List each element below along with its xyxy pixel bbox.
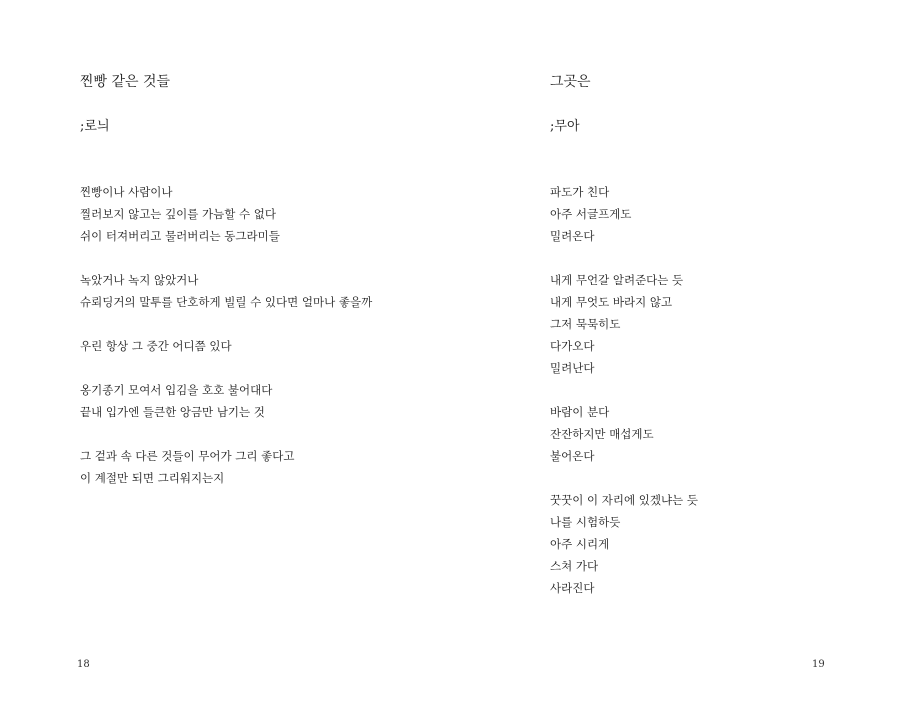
- poem-line: 잔잔하지만 매섭게도: [550, 427, 654, 441]
- stanza-break: [57, 423, 377, 445]
- poem-line: 찐빵이나 사람이나: [80, 185, 173, 199]
- page-number: 18: [77, 659, 90, 670]
- poem-line: 꿋꿋이 이 자리에 있겠냐는 듯: [550, 493, 698, 507]
- poem-line: 아주 시리게: [550, 537, 610, 551]
- stanza-break: [57, 357, 377, 379]
- poem-author: ;로늬: [80, 119, 110, 134]
- poem-line: 바람이 분다: [550, 405, 610, 419]
- poem-line: 옹기종기 모여서 입김을 호호 불어대다: [80, 383, 273, 397]
- poem-author: ;무아: [550, 119, 580, 134]
- poem-line: 불어온다: [550, 449, 595, 463]
- poem-body: [550, 181, 698, 599]
- poem-line: 나를 시험하듯: [550, 515, 621, 529]
- right-page: [450, 0, 900, 727]
- poem-line: 사라진다: [550, 581, 595, 595]
- poem-body: [57, 181, 377, 489]
- poem-line: 아주 서글프게도: [550, 207, 632, 221]
- poem-line: 쉬이 터져버리고 물러버리는 동그라미들: [80, 229, 280, 243]
- page-number: 19: [812, 659, 825, 670]
- poem-line: 내게 무언갈 알려준다는 듯: [550, 273, 684, 287]
- poem-line: 파도가 친다: [550, 185, 610, 199]
- stanza-break: [57, 247, 377, 269]
- poem-line: 끝내 입가엔 들큰한 앙금만 남기는 것: [80, 405, 265, 419]
- poem-line: 내게 무엇도 바라지 않고: [550, 295, 673, 309]
- poem-line: 슈뢰딩거의 말투를 단호하게 빌릴 수 있다면 얼마나 좋을까: [80, 295, 373, 309]
- poem-line: 이 계절만 되면 그리워지는지: [80, 471, 225, 485]
- poem-line: 우린 항상 그 중간 어디쯤 있다: [80, 339, 232, 353]
- stanza-break: [550, 247, 698, 269]
- poem-line: 녹았거나 녹지 않았거나: [80, 273, 199, 287]
- poem-line: 찔러보지 않고는 깊이를 가늠할 수 없다: [80, 207, 277, 221]
- poem-line: 밀려난다: [550, 361, 595, 375]
- poem-line: 밀려온다: [550, 229, 595, 243]
- poem-line: 스쳐 가다: [550, 559, 599, 573]
- poem-line: 그저 묵묵히도: [550, 317, 621, 331]
- poem-title: 찐빵 같은 것들: [80, 74, 171, 90]
- stanza-break: [550, 379, 698, 401]
- poem-title: 그곳은: [550, 74, 591, 90]
- poem-line: 다가오다: [550, 339, 595, 353]
- poem-line: 그 겉과 속 다른 것들이 무어가 그리 좋다고: [80, 449, 295, 463]
- stanza-break: [550, 467, 698, 489]
